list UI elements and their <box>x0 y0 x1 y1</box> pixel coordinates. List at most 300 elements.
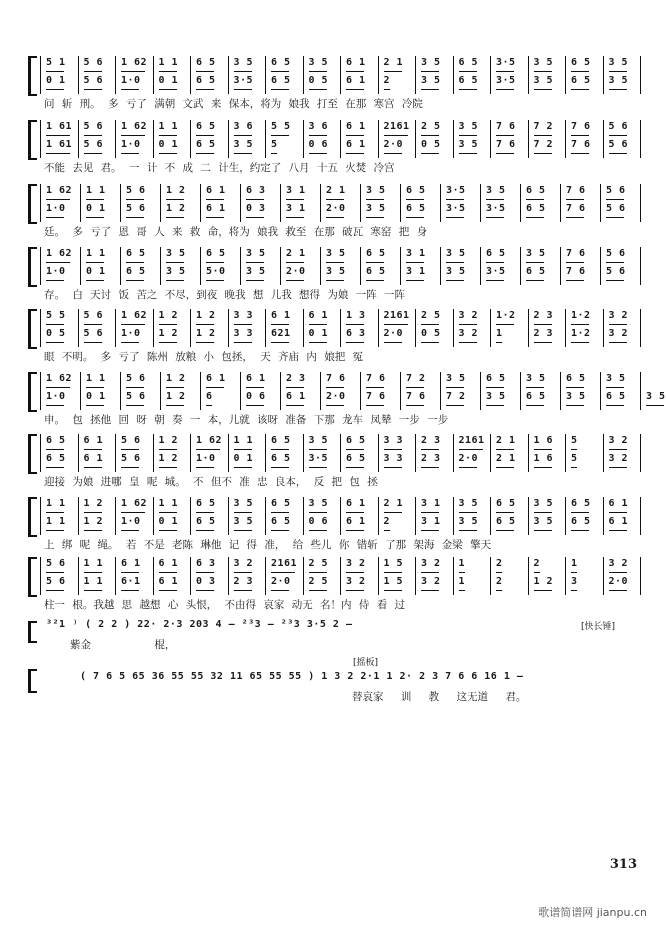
bottom-voice-measure: 1 2 <box>158 328 179 339</box>
barline <box>190 557 191 595</box>
beam-line <box>86 217 104 218</box>
barline <box>265 497 266 535</box>
beam-line <box>309 530 327 531</box>
bottom-voice-measure: 1 5 <box>383 576 404 587</box>
beam-line <box>159 71 177 72</box>
barline <box>80 247 81 285</box>
bottom-voice-measure: 6·1 <box>121 576 141 587</box>
beam-line <box>406 405 424 406</box>
barline <box>560 372 561 410</box>
top-voice-measure: 6 3 <box>246 185 266 196</box>
beam-line <box>84 572 102 573</box>
bottom-voice-measure: 3 5 <box>326 266 346 277</box>
top-voice-measure: 5 6 <box>121 435 141 446</box>
beam-line <box>571 89 589 90</box>
beam-line <box>326 387 344 388</box>
barline <box>115 557 116 595</box>
barline <box>640 372 641 410</box>
beam-line <box>459 467 477 468</box>
barline <box>400 184 401 222</box>
top-voice-measure: 1 1 <box>46 498 66 509</box>
bottom-voice-measure: 6 5 <box>271 75 291 86</box>
beam-line <box>159 89 177 90</box>
beam-line <box>309 572 327 573</box>
barline <box>520 247 521 285</box>
bottom-voice-measure: 3 2 <box>346 576 366 587</box>
top-voice-measure: 1 <box>458 558 466 569</box>
barline <box>565 309 566 347</box>
beam-line <box>206 262 224 263</box>
bottom-voice-measure: 3·5 <box>233 75 254 86</box>
bottom-voice-measure: 1·0 <box>46 203 66 214</box>
top-voice-measure: 1 1 <box>158 498 179 509</box>
beam-line <box>609 324 627 325</box>
barline <box>115 56 116 94</box>
system-brace <box>28 56 37 96</box>
beam-line <box>46 89 64 90</box>
bottom-voice-measure: 6 1 <box>346 75 366 86</box>
free-meter-line <box>0 617 655 657</box>
top-voice-measure: 6 1 <box>246 373 266 384</box>
top-voice-measure: 3·5 <box>496 57 516 68</box>
beam-line <box>384 89 390 90</box>
beam-line <box>126 405 144 406</box>
beam-line <box>309 135 327 136</box>
top-voice-measure: 1 62 <box>121 121 148 132</box>
beam-line <box>366 262 384 263</box>
beam-line <box>121 153 139 154</box>
top-voice-measure: 3 5 <box>606 373 626 384</box>
lyric-line: 替哀家 训 教 这无道 君。 <box>352 691 527 703</box>
beam-line <box>309 324 327 325</box>
barline <box>440 372 441 410</box>
barline <box>303 434 304 472</box>
beam-line <box>609 71 627 72</box>
beam-line <box>571 590 577 591</box>
barline <box>240 184 241 222</box>
bottom-voice-measure: 1 2 <box>166 203 186 214</box>
system-brace <box>28 497 37 537</box>
beam-line <box>86 262 104 263</box>
beam-line <box>206 387 224 388</box>
top-voice-measure: 3 5 <box>366 185 386 196</box>
bottom-voice-measure: 1 <box>458 576 466 587</box>
tempo-tag: [快长锤] <box>581 622 616 632</box>
barline <box>265 434 266 472</box>
lyric-line: 申。 包 拯他 回 呀 朝 奏 一 本，儿就 该呀 准备 下那 龙车 凤辇 一步 一步 <box>44 414 449 426</box>
top-voice-measure: 1 1 <box>86 248 106 259</box>
barline <box>228 434 229 472</box>
barline <box>228 309 229 347</box>
beam-line <box>234 324 252 325</box>
beam-line <box>609 342 627 343</box>
barline <box>453 497 454 535</box>
beam-line <box>526 405 544 406</box>
system-brace <box>28 309 37 349</box>
beam-line <box>496 135 514 136</box>
bottom-voice-measure: 3 5 <box>446 266 466 277</box>
top-voice-measure: 6 5 <box>486 248 506 259</box>
beam-line <box>406 217 424 218</box>
tempo-tag: [摇板] <box>353 658 379 668</box>
beam-line <box>459 590 465 591</box>
barline <box>640 497 641 535</box>
barline <box>115 434 116 472</box>
barline <box>240 372 241 410</box>
beam-line <box>496 572 502 573</box>
beam-line <box>384 135 408 136</box>
beam-line <box>234 512 252 513</box>
beam-line <box>121 449 139 450</box>
beam-line <box>406 262 424 263</box>
beam-line <box>166 405 184 406</box>
beam-line <box>526 387 544 388</box>
lyric-line: 眼 不明。 多 亏了 陈州 放粮 小 包拯， 天 齐庙 内 娘把 冤 <box>44 351 364 363</box>
beam-line <box>196 89 214 90</box>
barline <box>490 557 491 595</box>
beam-line <box>346 590 364 591</box>
bottom-voice-measure: 6 5 <box>271 516 291 527</box>
bottom-voice-measure: 1 2 <box>83 516 104 527</box>
bottom-voice-measure: 5 6 <box>606 266 626 277</box>
beam-line <box>326 405 344 406</box>
bottom-voice-measure: 3 <box>571 576 578 587</box>
top-voice-measure: 6 1 <box>158 558 179 569</box>
bottom-voice-measure: 5 6 <box>126 203 146 214</box>
bottom-voice-measure: 3 1 <box>406 266 426 277</box>
top-voice-measure: 1 1 <box>233 435 254 446</box>
bottom-voice-measure: 6 1 <box>83 453 104 464</box>
beam-line <box>406 199 424 200</box>
beam-line <box>309 449 327 450</box>
beam-line <box>121 572 139 573</box>
beam-line <box>271 342 289 343</box>
beam-line <box>421 324 439 325</box>
beam-line <box>309 153 327 154</box>
bottom-voice-measure: 3·5 <box>496 75 516 86</box>
barline <box>400 372 401 410</box>
barline <box>378 309 379 347</box>
beam-line <box>496 530 514 531</box>
beam-line <box>446 280 464 281</box>
bottom-voice-measure: 0 1 <box>86 391 106 402</box>
beam-line <box>606 262 624 263</box>
barline <box>40 184 41 222</box>
beam-line <box>609 449 627 450</box>
beam-line <box>286 262 304 263</box>
beam-line <box>421 89 439 90</box>
top-voice-measure: 1 62 <box>121 310 148 321</box>
bottom-voice-measure: 2 <box>383 516 391 527</box>
top-voice-measure: 1 2 <box>196 310 216 321</box>
beam-line <box>571 153 589 154</box>
beam-line <box>126 387 144 388</box>
beam-line <box>309 590 327 591</box>
barline <box>120 184 121 222</box>
barline <box>40 372 41 410</box>
beam-line <box>534 135 552 136</box>
barline <box>240 247 241 285</box>
barline <box>565 557 566 595</box>
barline <box>280 247 281 285</box>
bottom-voice-measure: 6 1 <box>346 516 366 527</box>
bottom-voice-measure: 5 <box>271 139 278 150</box>
last-line-notes: ( 7 6 5 65 36 55 55 32 11 65 55 55 ) 1 3 2 2·1 1 2· 2 3 7 6 6 16 1 — <box>80 671 524 682</box>
beam-line <box>126 217 144 218</box>
top-voice-measure: 1 1 <box>158 57 179 68</box>
top-voice-measure: 7 2 <box>533 121 554 132</box>
top-voice-measure: 6 3 <box>196 558 216 569</box>
bottom-voice-measure: 3 5 <box>233 139 254 150</box>
bottom-voice-measure: 6 5 <box>196 516 216 527</box>
beam-line <box>459 71 477 72</box>
beam-line <box>346 324 364 325</box>
beam-line <box>384 572 402 573</box>
top-voice-measure: 2 3 <box>286 373 306 384</box>
top-voice-measure: 1 1 <box>158 121 179 132</box>
bottom-voice-measure: 7 6 <box>571 139 591 150</box>
barline <box>200 247 201 285</box>
beam-line <box>571 71 589 72</box>
beam-line <box>84 324 102 325</box>
beam-line <box>566 280 584 281</box>
staff-system <box>0 116 655 176</box>
bottom-voice-measure: 2 <box>496 576 503 587</box>
beam-line <box>609 135 627 136</box>
top-voice-measure: 2 5 <box>421 310 441 321</box>
top-voice-measure: 7 6 <box>366 373 386 384</box>
barline <box>320 184 321 222</box>
barline <box>303 497 304 535</box>
beam-line <box>534 467 552 468</box>
bottom-voice-measure: 3 5 <box>246 266 266 277</box>
beam-line <box>606 405 624 406</box>
bottom-voice-measure: 5 6 <box>83 139 104 150</box>
top-voice-measure: 2 <box>496 558 503 569</box>
beam-line <box>459 342 477 343</box>
barline <box>340 497 341 535</box>
barline <box>640 184 641 222</box>
barline <box>190 497 191 535</box>
barline <box>303 120 304 158</box>
bottom-voice-measure: 3 5 <box>608 75 629 86</box>
beam-line <box>384 153 402 154</box>
beam-line <box>166 387 184 388</box>
beam-line <box>46 530 64 531</box>
barline <box>378 557 379 595</box>
beam-line <box>159 135 177 136</box>
bottom-voice-measure: 0 1 <box>158 75 179 86</box>
beam-line <box>571 572 577 573</box>
top-voice-measure: 6 1 <box>206 373 226 384</box>
top-voice-measure: 3 5 <box>533 498 554 509</box>
bottom-voice-measure: 6 5 <box>571 516 591 527</box>
barline <box>200 372 201 410</box>
barline <box>303 56 304 94</box>
beam-line <box>609 572 627 573</box>
beam-line <box>46 324 64 325</box>
bottom-voice-measure: 3 2 <box>608 328 629 339</box>
beam-line <box>46 512 64 513</box>
bottom-voice-measure: 0 3 <box>246 203 266 214</box>
beam-line <box>234 342 252 343</box>
barline <box>520 372 521 410</box>
barline <box>280 372 281 410</box>
beam-line <box>346 467 364 468</box>
bottom-voice-measure: 6 5 <box>196 75 216 86</box>
lyric-line: 问 斩 刑。 多 亏了 满朝 文武 来 保本，将为 娘我 打至 在那 寒宫 冷院 <box>44 98 423 110</box>
bottom-voice-measure: 1·0 <box>121 328 141 339</box>
top-voice-measure: 6 1 <box>308 310 329 321</box>
lyric-line: 廷。 多 亏了 恩 哥 人 来 救 命，将为 娘我 救至 在那 破瓦 寒窑 把 身 <box>44 226 428 238</box>
beam-line <box>496 449 514 450</box>
top-voice-measure: 7 2 <box>406 373 426 384</box>
bottom-voice-measure: 1 2 <box>533 576 554 587</box>
beam-line <box>246 262 264 263</box>
top-voice-measure: 6 1 <box>83 435 104 446</box>
top-voice-measure: 3 2 <box>608 558 629 569</box>
bottom-voice-measure: 1 2 <box>158 453 179 464</box>
top-voice-measure: 6 5 <box>46 435 66 446</box>
barline <box>640 434 641 472</box>
beam-line <box>346 153 364 154</box>
bottom-voice-measure: 2 3 <box>421 453 441 464</box>
bottom-voice-measure: 3 5 <box>458 139 479 150</box>
top-voice-measure: 3 5 <box>326 248 346 259</box>
beam-line <box>459 449 483 450</box>
top-voice-measure: 5 6 <box>608 121 629 132</box>
bottom-voice-measure: 0 6 <box>308 516 329 527</box>
barline <box>528 309 529 347</box>
bottom-voice-measure: 5 6 <box>126 391 146 402</box>
bottom-voice-measure: 2 3 <box>233 576 254 587</box>
beam-line <box>46 262 70 263</box>
beam-line <box>271 512 289 513</box>
top-voice-measure: 3 5 <box>446 373 466 384</box>
barline <box>453 434 454 472</box>
barline <box>303 557 304 595</box>
beam-line <box>459 324 477 325</box>
beam-line <box>496 153 514 154</box>
bottom-voice-measure: 7 6 <box>496 139 516 150</box>
bottom-voice-measure: 1 6 <box>533 453 554 464</box>
barline <box>340 56 341 94</box>
beam-line <box>606 387 624 388</box>
top-voice-measure: 3 2 <box>608 310 629 321</box>
top-voice-measure: 2161 <box>383 121 410 132</box>
barline <box>490 434 491 472</box>
beam-line <box>126 262 144 263</box>
beam-line <box>196 324 214 325</box>
barline <box>528 120 529 158</box>
beam-line <box>86 405 104 406</box>
beam-line <box>571 530 589 531</box>
beam-line <box>384 512 402 513</box>
bottom-voice-measure: 6 1 <box>206 203 226 214</box>
system-brace <box>28 184 37 224</box>
beam-line <box>606 217 624 218</box>
barline <box>228 56 229 94</box>
beam-line <box>159 467 177 468</box>
beam-line <box>609 153 627 154</box>
beam-line <box>196 590 214 591</box>
top-voice-measure: 1 2 <box>158 435 179 446</box>
beam-line <box>421 467 439 468</box>
bottom-voice-measure: 2·0 <box>286 266 306 277</box>
beam-line <box>609 530 627 531</box>
top-voice-measure: 1 62 <box>121 57 148 68</box>
bottom-voice-measure: 6 5 <box>46 453 66 464</box>
bottom-voice-measure: 3 5 <box>566 391 586 402</box>
lyric-line: 柱一 根。我越 思 越想 心 头恨， 不由得 哀家 动无 名！内 侍 看 过 <box>44 599 406 611</box>
top-voice-measure: 7 6 <box>566 248 586 259</box>
barline <box>40 497 41 535</box>
beam-line <box>421 572 439 573</box>
bottom-voice-measure: 2 1 <box>496 453 516 464</box>
system-brace <box>28 372 37 412</box>
barline <box>565 56 566 94</box>
beam-line <box>159 572 177 573</box>
beam-line <box>609 590 627 591</box>
barline <box>78 434 79 472</box>
beam-line <box>46 572 64 573</box>
beam-line <box>496 71 514 72</box>
top-voice-measure: 6 5 <box>571 57 591 68</box>
beam-line <box>46 590 64 591</box>
beam-line <box>384 324 408 325</box>
beam-line <box>571 342 589 343</box>
barline <box>520 184 521 222</box>
beam-line <box>384 71 402 72</box>
beam-line <box>46 217 64 218</box>
barline <box>415 56 416 94</box>
watermark: 歌谱简谱网 jianpu.cn <box>538 906 647 919</box>
barline <box>228 497 229 535</box>
top-voice-measure: 6 5 <box>271 498 291 509</box>
bottom-voice-measure: 3 5 <box>458 516 479 527</box>
top-voice-measure: 3 1 <box>421 498 441 509</box>
bottom-voice-measure: 0 5 <box>308 75 329 86</box>
bottom-voice-measure: 3 2 <box>458 328 479 339</box>
barline <box>228 120 229 158</box>
top-voice-measure: 7 6 <box>326 373 346 384</box>
bottom-voice-measure: 3 5 <box>486 391 506 402</box>
beam-line <box>309 512 327 513</box>
bottom-voice-measure: 0 5 <box>421 139 441 150</box>
top-voice-measure: 3 5 <box>421 57 441 68</box>
beam-line <box>326 262 344 263</box>
lyric-line: 迎接 为娘 进哪 皇 呢 城。 不 但不 准 忠 良本， 反 把 包 拯 <box>44 476 378 488</box>
beam-line <box>571 324 589 325</box>
beam-line <box>346 342 364 343</box>
barline <box>340 120 341 158</box>
bottom-voice-measure: 3 5 <box>421 75 441 86</box>
barline <box>565 434 566 472</box>
top-voice-measure: 1 2 <box>166 373 186 384</box>
barline <box>265 309 266 347</box>
beam-line <box>526 262 544 263</box>
beam-line <box>206 280 224 281</box>
bottom-voice-measure: 6 5 <box>526 266 546 277</box>
beam-line <box>534 342 552 343</box>
bottom-voice-measure: 6 5 <box>346 453 366 464</box>
barline <box>265 56 266 94</box>
top-voice-measure: 3 3 <box>383 435 404 446</box>
beam-line <box>84 590 102 591</box>
barline <box>415 120 416 158</box>
top-voice-measure: 6 5 <box>366 248 386 259</box>
bottom-voice-measure: 6 3 <box>346 328 366 339</box>
